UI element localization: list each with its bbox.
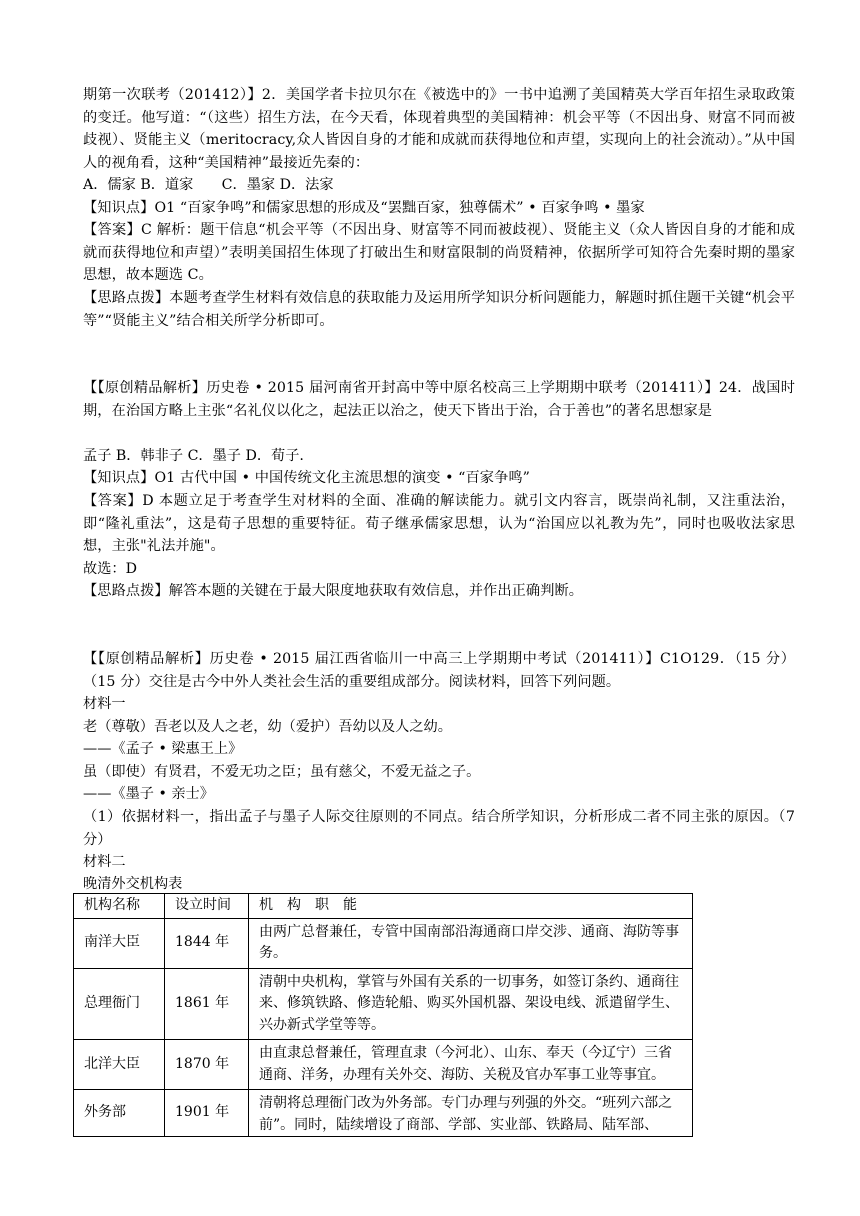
quote-mozi: 虽（即使）有贤君，不爱无功之臣；虽有慈父，不爱无益之子。 bbox=[83, 764, 481, 780]
q2-answer: 【答案】D 本题立足于考查学生对材料的全面、准确的解读能力。就引文内容言，既崇尚礼制，又注重法治，即“隆礼重法”，这是荀子思想的重要特征。荀子继承儒家思想，认为“治国应以礼教为先”，同时也吸收法家思想，主张"礼法并施"。 bbox=[83, 493, 795, 554]
source-mozi: ——《墨子 • 亲士》 bbox=[83, 786, 214, 802]
header-institution: 机构名称 bbox=[74, 894, 165, 919]
header-year: 设立时间 bbox=[165, 894, 249, 919]
cell-institution: 总理衙门 bbox=[74, 968, 165, 1040]
cell-function: 由直隶总督兼任，管理直隶（今河北）、山东、奉天（今辽宁）三省通商、洋务，办理有关外交、海防、关税及官办军事工业等事宜。 bbox=[249, 1040, 693, 1090]
table-row bbox=[74, 1090, 693, 1137]
table-header-row bbox=[74, 894, 693, 919]
header-function: 机 构 职 能 bbox=[249, 894, 693, 919]
q1-hint: 【思路点拨】本题考查学生材料有效信息的获取能力及运用所学知识分析问题能力，解题时抓住题干关键“机会平等”“贤能主义”结合相关所学分析即可。 bbox=[83, 290, 795, 329]
cell-function: 清朝中央机构，掌管与外国有关系的一切事务，如签订条约、通商往来、修筑铁路、修造轮船、购买外国机器、架设电线、派遣留学生、兴办新式学堂等等。 bbox=[249, 968, 693, 1040]
cell-year: 1844 年 bbox=[165, 918, 249, 968]
cell-institution: 南洋大臣 bbox=[74, 918, 165, 968]
q1-answer: 【答案】C 解析：题干信息“机会平等（不因出身、财富等不同而被歧视）、贤能主义（众人皆因自身的才能和成就而获得地位和声望）”表明美国招生体现了打破出生和财富限制的尚贤精神，依据所学可知符合先秦时期的墨家思想，故本题选 C。 bbox=[83, 222, 795, 283]
q2-question: 【【原创精品解析】历史卷 • 2015 届河南省开封高中等中原名校高三上学期期中联考（201411）】24．战国时期，在治国方略上主张“名礼仪以化之，起法正以治之，使天下皆出于治，合于善也”的著名思想家是 bbox=[83, 380, 795, 419]
q1-question: 期第一次联考（201412）】2．美国学者卡拉贝尔在《被选中的》一书中追溯了美国精英大学百年招生录取政策的变迁。他写道：“（这些）招生方法，在今天看，体现着典型的美国精神：机会平等（不因出身、财富不同而被歧视）、贤能主义（meritocracy,众人皆因自身的才能和成就而获得地位和声望，实现向上的社会流动）。”从中国人的视角看，这种“美国精神”最接近先秦的： bbox=[83, 87, 795, 171]
q2-hint: 【思路点拨】解答本题的关键在于最大限度地获取有效信息，并作出正确判断。 bbox=[83, 583, 584, 599]
sub-question-1: （1）依据材料一，指出孟子与墨子人际交往原则的不同点。结合所学知识，分析形成二者不同主张的原因。（7 分） bbox=[83, 809, 795, 848]
diplomatic-institutions-table bbox=[73, 893, 693, 1137]
cell-function: 由两广总督兼任，专管中国南部沿海通商口岸交涉、通商、海防等事务。 bbox=[249, 918, 693, 968]
cell-institution: 外务部 bbox=[74, 1090, 165, 1137]
q3-header: 【【原创精品解析】历史卷 • 2015 届江西省临川一中高三上学期期中考试（201411）】C1O129．（15 分）（15 分）交往是古今中外人类社会生活的重要组成部分。阅读材料，回答下列问题。 bbox=[83, 651, 795, 690]
quote-mencius: 老（尊敬）吾老以及人之老，幼（爱护）吾幼以及人之幼。 bbox=[83, 719, 452, 735]
q2-choice: 故选：D bbox=[83, 561, 137, 577]
q1-knowledge-point: 【知识点】O1 “百家争鸣”和儒家思想的形成及“罢黜百家，独尊儒术” • 百家争鸣 • 墨家 bbox=[83, 200, 645, 216]
cell-year: 1870 年 bbox=[165, 1040, 249, 1090]
q1-options: A．儒家 B．道家 C．墨家 D．法家 bbox=[83, 177, 334, 193]
table-row bbox=[74, 1040, 693, 1090]
material2-label: 材料二 bbox=[83, 854, 126, 870]
table-title: 晚清外交机构表 bbox=[83, 876, 183, 892]
cell-year: 1861 年 bbox=[165, 968, 249, 1040]
table-row bbox=[74, 968, 693, 1040]
cell-institution: 北洋大臣 bbox=[74, 1040, 165, 1090]
q2-options: 孟子 B．韩非子 C．墨子 D．荀子. bbox=[83, 448, 304, 464]
source-mencius: ——《孟子 • 梁惠王上》 bbox=[83, 741, 243, 757]
q2-knowledge-point: 【知识点】O1 古代中国 • 中国传统文化主流思想的演变 • “百家争鸣” bbox=[83, 470, 531, 486]
cell-year: 1901 年 bbox=[165, 1090, 249, 1137]
table-row bbox=[74, 918, 693, 968]
material1-label: 材料一 bbox=[83, 696, 126, 712]
cell-function: 清朝将总理衙门改为外务部。专门办理与列强的外交。“班列六部之前”。同时，陆续增设了商部、学部、实业部、铁路局、陆军部、 bbox=[249, 1090, 693, 1137]
